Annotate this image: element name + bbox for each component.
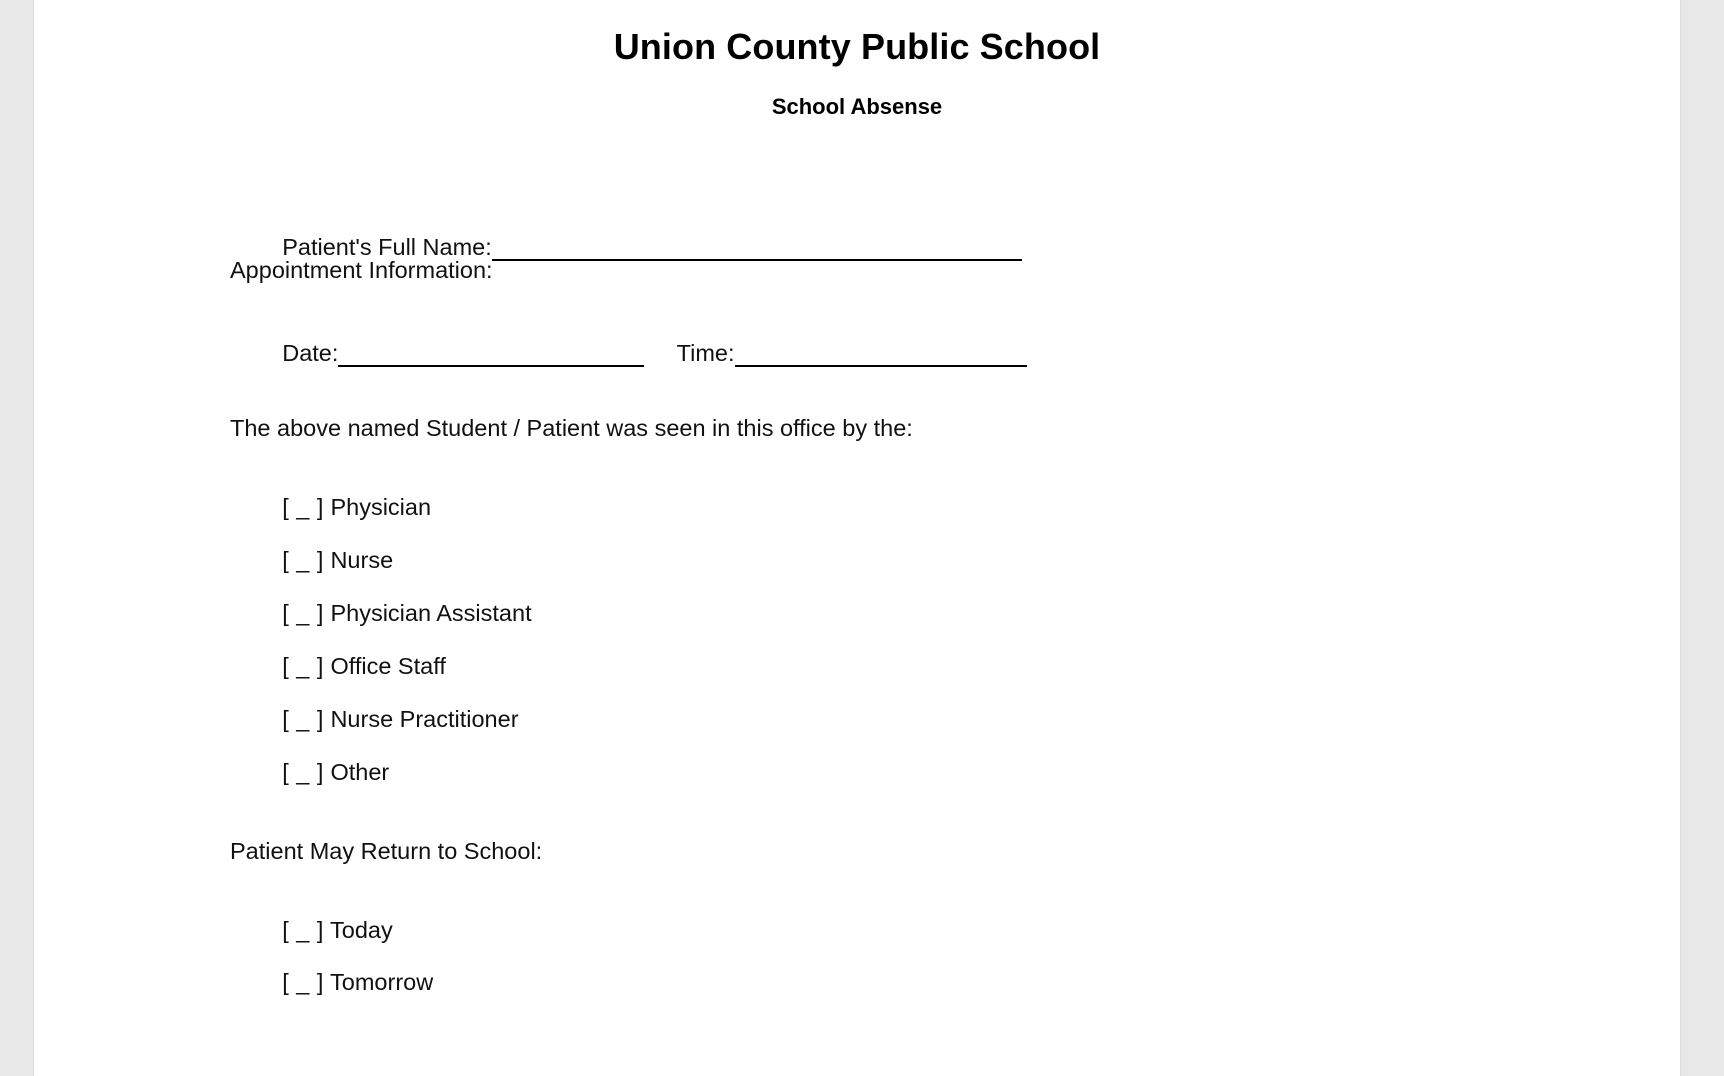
- option-label: Other: [330, 759, 390, 785]
- return-option-tomorrow[interactable]: [230, 942, 433, 1023]
- checkbox-icon[interactable]: [ _ ]: [282, 653, 324, 679]
- date-input[interactable]: [338, 337, 644, 367]
- option-label: Nurse Practitioner: [330, 706, 519, 732]
- seen-by-intro: The above named Student / Patient was seen in this office by the:: [230, 415, 913, 441]
- checkbox-icon[interactable]: [ _ ]: [282, 917, 324, 943]
- document-page: [34, 0, 1680, 1076]
- checkbox-icon[interactable]: [ _ ]: [282, 494, 324, 520]
- checkbox-icon[interactable]: [ _ ]: [282, 547, 324, 573]
- left-margin-gutter: [0, 0, 34, 1076]
- checkbox-icon[interactable]: [ _ ]: [282, 969, 324, 995]
- option-label: Tomorrow: [330, 969, 434, 995]
- document-subtitle: School Absense: [771, 94, 943, 119]
- spacer: [644, 340, 676, 366]
- appointment-date-time-row: [230, 309, 1027, 396]
- right-margin-gutter: [1680, 0, 1724, 1076]
- time-input[interactable]: [735, 337, 1027, 367]
- document-body: [34, 0, 1680, 1076]
- option-label: Physician Assistant: [330, 600, 532, 626]
- time-label: Time:: [676, 340, 735, 367]
- return-to-school-intro: Patient May Return to School:: [230, 838, 543, 864]
- date-label: Date:: [282, 340, 339, 367]
- checkbox-icon[interactable]: [ _ ]: [282, 600, 324, 626]
- option-label: Today: [330, 917, 393, 943]
- option-label: Office Staff: [330, 653, 446, 679]
- patient-name-input[interactable]: [492, 231, 1022, 261]
- document-title: Union County Public School: [613, 26, 1101, 67]
- seen-by-option-other[interactable]: [230, 732, 389, 813]
- patient-name-label: Patient's Full Name:: [282, 234, 492, 261]
- option-label: Nurse: [330, 547, 394, 573]
- checkbox-icon[interactable]: [ _ ]: [282, 706, 324, 732]
- option-label: Physician: [330, 494, 432, 520]
- appointment-info-label: Appointment Information:: [230, 257, 493, 283]
- checkbox-icon[interactable]: [ _ ]: [282, 759, 324, 785]
